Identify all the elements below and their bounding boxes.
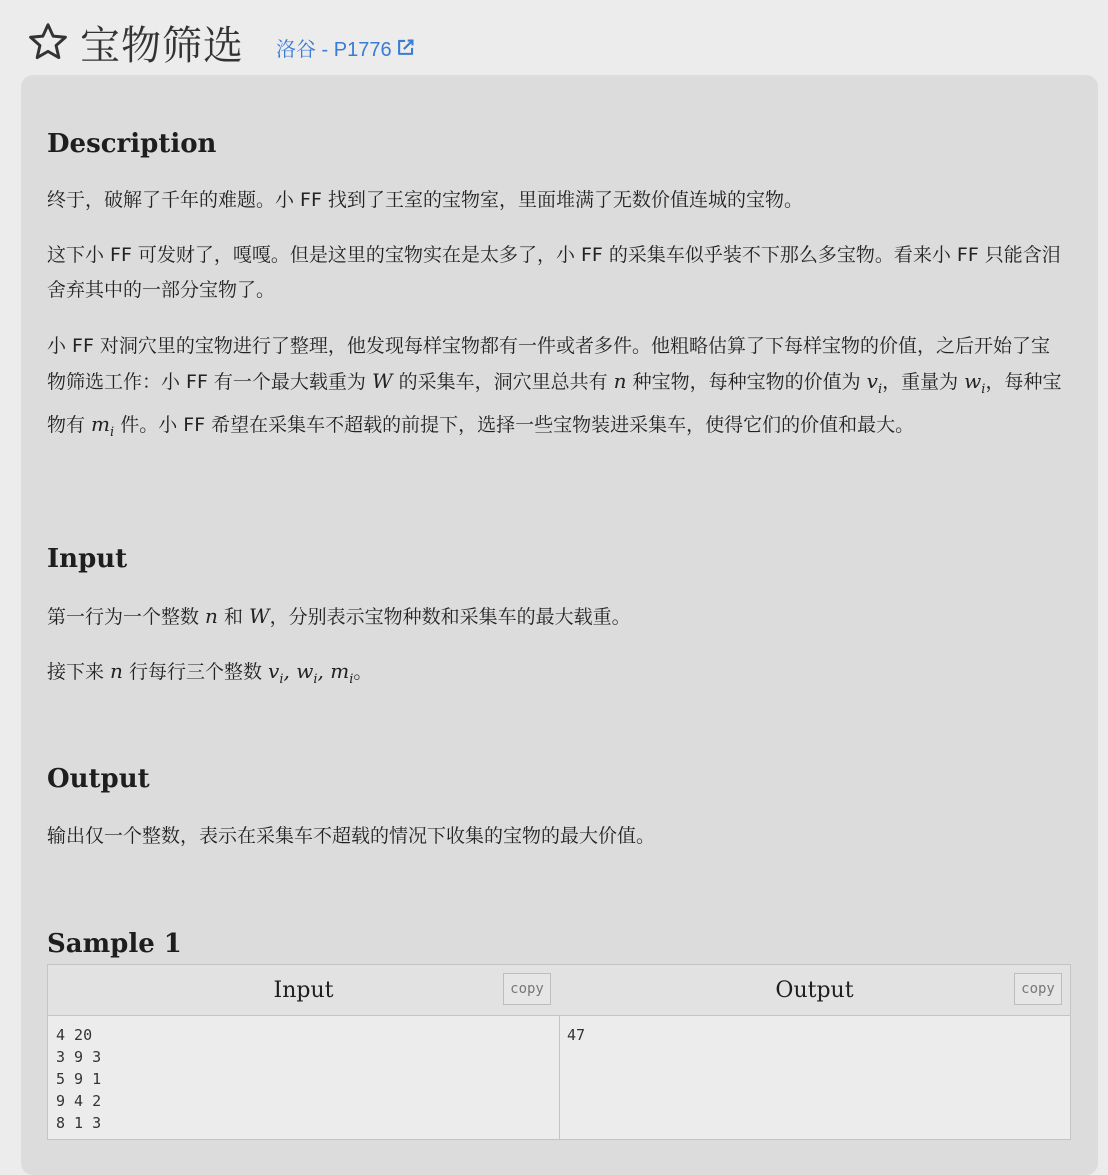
- problem-card: [21, 75, 1098, 1175]
- description-heading: Description: [47, 129, 217, 159]
- source-link[interactable]: [276, 33, 416, 62]
- output-heading: Output: [47, 764, 150, 794]
- sample-input-header: [48, 965, 559, 1016]
- input-heading: Input: [47, 544, 128, 574]
- star-outline-icon[interactable]: [26, 20, 70, 64]
- sample-input-content: 4 20 3 9 3 5 9 1 9 4 2 8 1 3: [56, 1026, 102, 1132]
- input-paragraph-2: 接下来 n 行每行三个整数 $v_i$, $w_i$, $m_i$。: [47, 659, 373, 687]
- sample-heading: Sample 1: [47, 929, 182, 959]
- external-link-icon: [396, 37, 416, 57]
- description-paragraph-3: 小 FF 对洞穴里的宝物进行了整理，他发现每样宝物都有一件或者多件。他粗略估算了下每样宝物的价值，之后开始了宝物筛选工作：小 FF 有一个最大载重为 W 的采集车，洞穴里总共有 n 种宝物，每种宝物的价值为 $v_i$，重量为 $w_i$，每种宝物有 $m_i$ 件。小 FF 希望在采集车不超载的前提下，选择一些宝物装进采集车，使得它们的价值和最大。: [47, 335, 1062, 440]
- output-paragraph-1: 输出仅一个整数，表示在采集车不超载的情况下收集的宝物的最大价值。: [47, 825, 656, 847]
- title-row: [26, 14, 416, 70]
- sample-output-label: Output: [775, 977, 854, 1003]
- copy-input-button[interactable]: copy: [503, 973, 551, 1005]
- description-paragraph-1: 终于，破解了千年的难题。小 FF 找到了王室的宝物室，里面堆满了无数价值连城的宝物。: [47, 189, 803, 211]
- sample-output-header: [559, 965, 1070, 1016]
- copy-output-button[interactable]: copy: [1014, 973, 1062, 1005]
- sample-output-column: [559, 965, 1070, 1139]
- source-link-label: 洛谷 - P1776: [276, 38, 392, 61]
- description-paragraph-2: 这下小 FF 可发财了，嘎嘎。但是这里的宝物实在是太多了，小 FF 的采集车似乎装不下那么多宝物。看来小 FF 只能含泪舍弃其中的一部分宝物了。: [47, 244, 1061, 301]
- page-title: 宝物筛选: [80, 22, 244, 69]
- sample-input-column: [48, 965, 560, 1139]
- sample-table: [47, 964, 1071, 1140]
- sample-input-label: Input: [273, 977, 334, 1003]
- sample-output-content: 47: [567, 1026, 586, 1044]
- input-paragraph-1: 第一行为一个整数 n 和 W，分别表示宝物种数和采集车的最大载重。: [47, 604, 631, 628]
